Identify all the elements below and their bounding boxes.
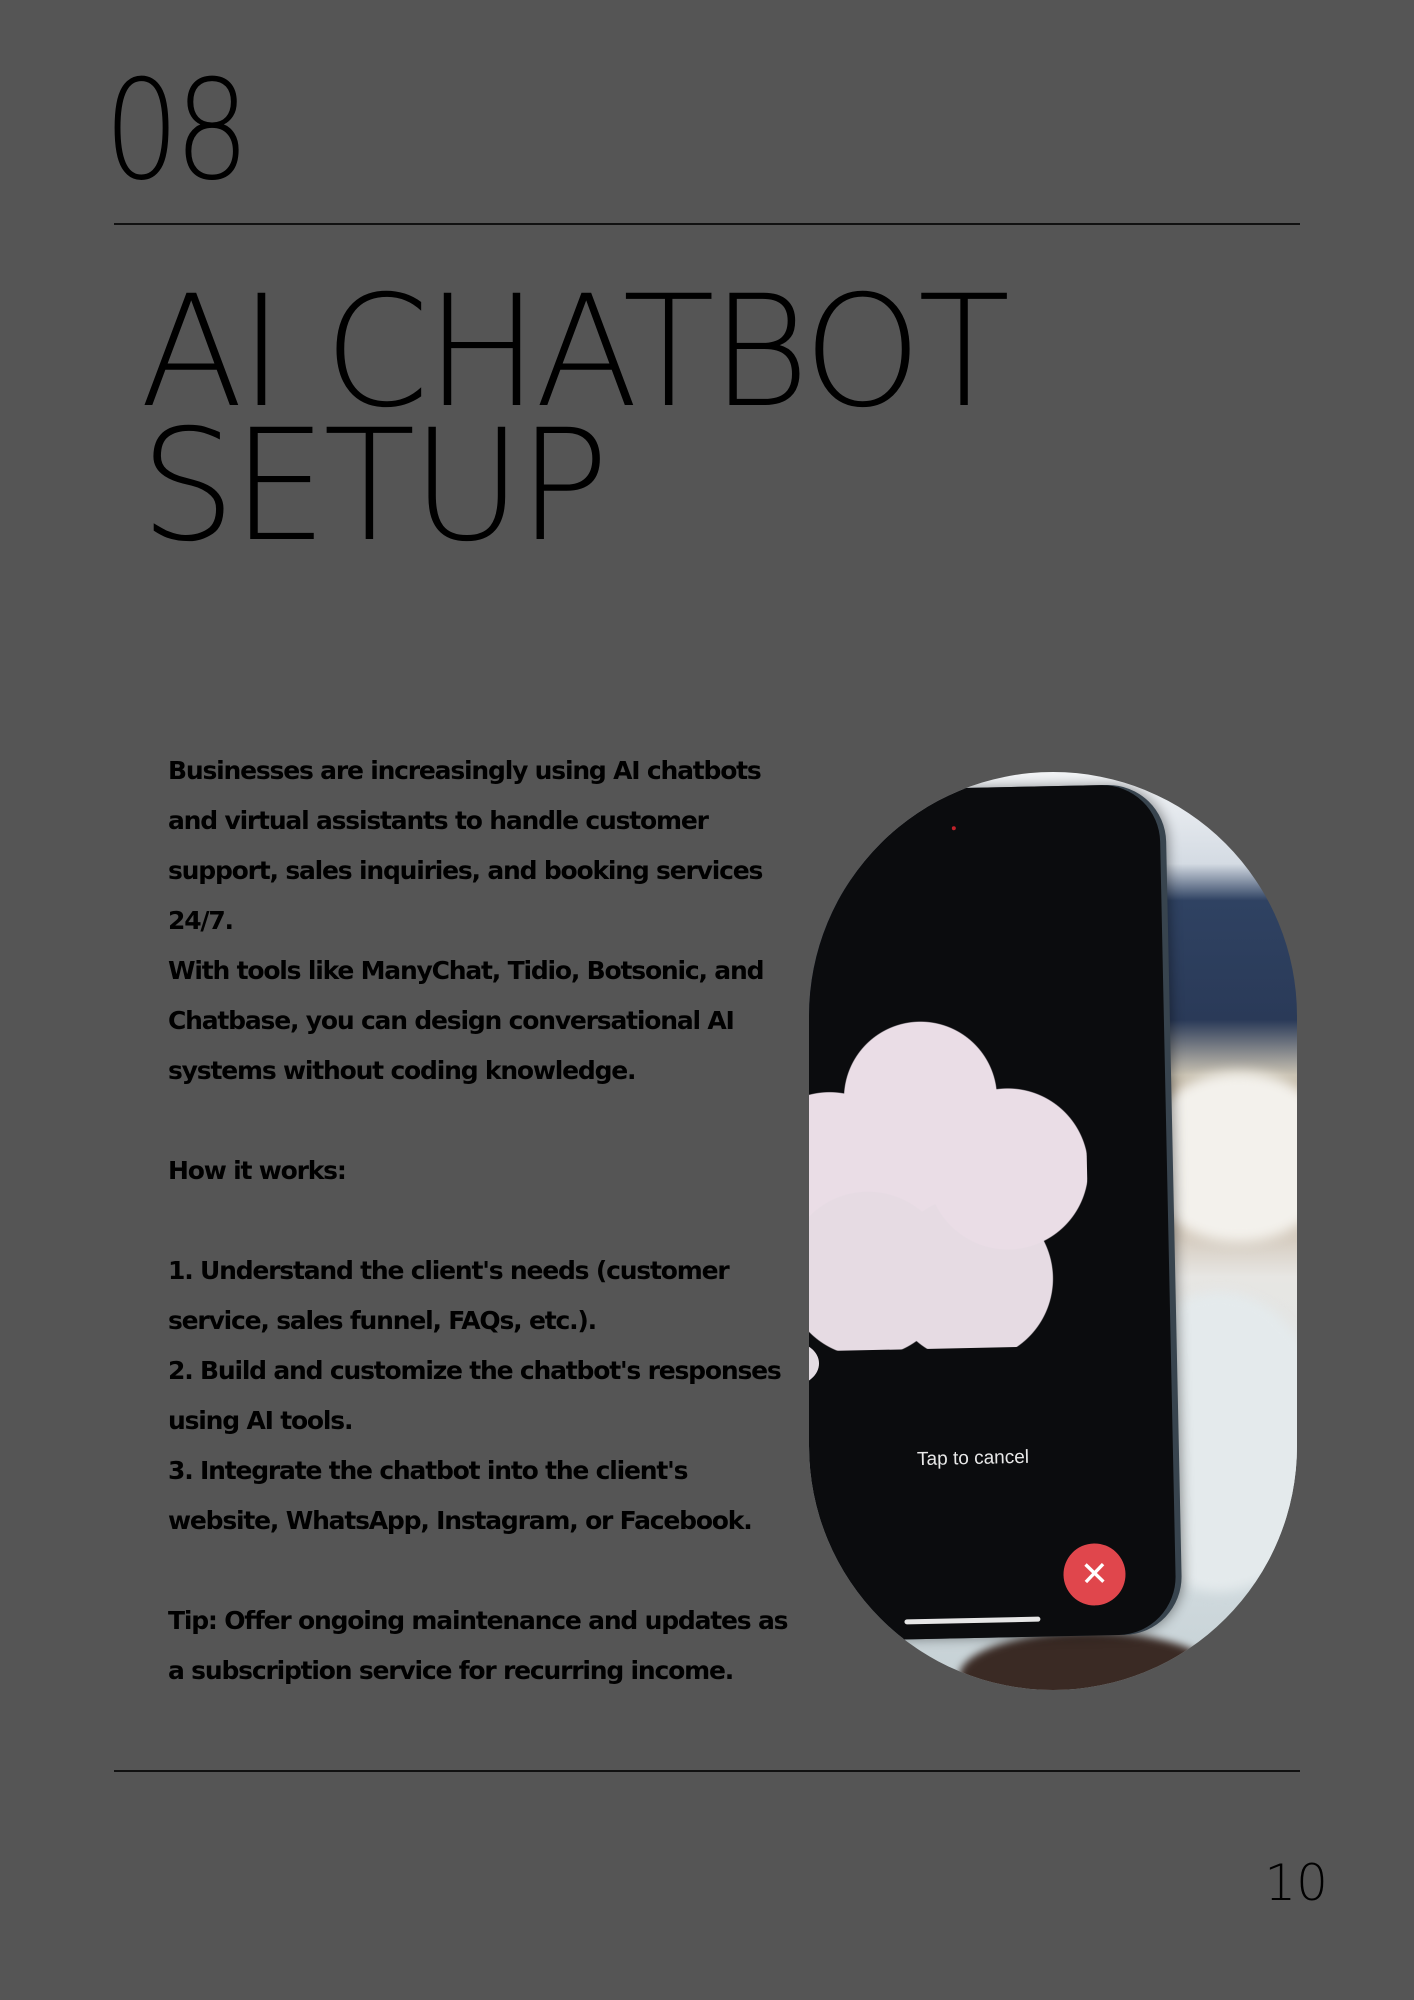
camera-dot [952,826,956,830]
body-text [168,746,788,1696]
title-line-2: SETUP [140,397,606,576]
how-it-works-heading: How it works: [168,1156,346,1185]
top-divider [114,223,1300,225]
close-icon: ✕ [1063,1543,1126,1606]
hand [959,1632,1219,1690]
intro-paragraph-2: With tools like ManyChat, Tidio, Botsonic, and Chatbase, you can design conversational AI systems without coding knowledge. [168,956,764,1085]
step-1: 1. Understand the client's needs (customer service, sales funnel, FAQs, etc.). [168,1256,729,1335]
step-2: 2. Build and customize the chatbot's responses using AI tools. [168,1356,781,1435]
step-3: 3. Integrate the chatbot into the client's website, WhatsApp, Instagram, or Facebook. [168,1456,752,1535]
title-line-1: AI CHATBOT [140,263,1007,442]
tap-to-cancel-label: Tap to cancel [916,1446,1030,1471]
tip-paragraph: Tip: Offer ongoing maintenance and updates as a subscription service for recurring income. [168,1606,788,1685]
page-title [140,263,1296,576]
phone-left-button [809,1553,844,1608]
intro-paragraph-1: Businesses are increasingly using AI chatbots and virtual assistants to handle customer support, sales inquiries, and booking services 24/7. [168,756,763,935]
phone [809,784,1177,1642]
chapter-number: 08 [104,50,245,211]
page-number: 10 [1264,1854,1328,1912]
voice-bubble-shape [809,1016,1091,1353]
bottom-divider [114,1770,1300,1772]
home-indicator [904,1617,1040,1625]
phone-photo [809,772,1297,1690]
